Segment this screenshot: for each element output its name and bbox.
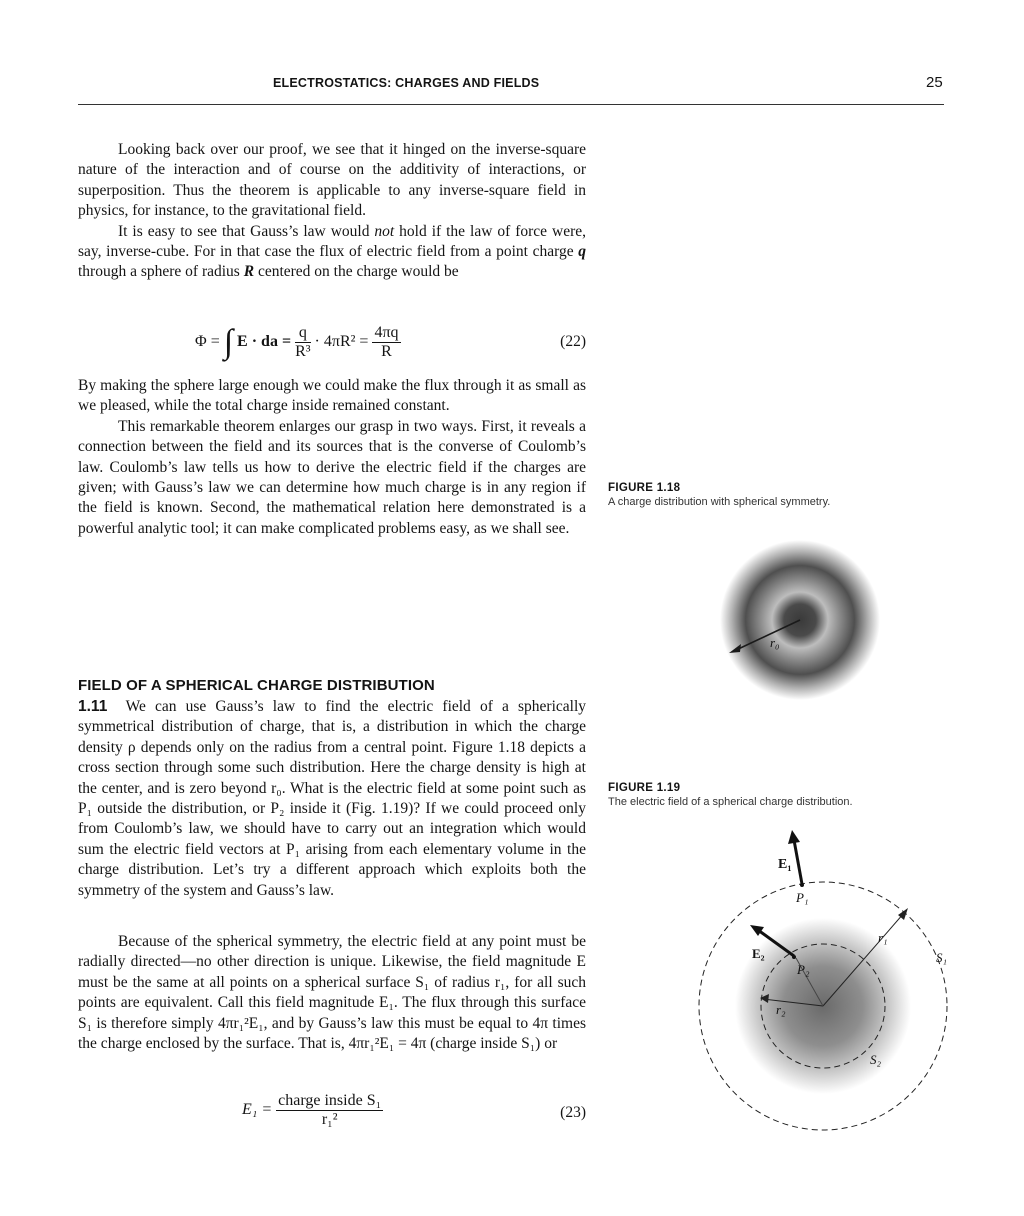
- page-number: 25: [926, 74, 943, 91]
- figure-1-18-graphic: [720, 540, 880, 700]
- equation-number-22: (22): [560, 333, 586, 350]
- E1-arrowhead: [788, 830, 800, 844]
- paragraph-superposition: Looking back over our proof, we see that it hinged on the inverse-square nature of the interaction and of course on the additivity of interactions, or superposition. Thus the theorem is applicable to any inverse-square field in physics, for instance, to the gravitational field.: [78, 141, 586, 220]
- S2-label: S₂: [870, 1052, 882, 1067]
- body-text-block-1: [78, 140, 586, 283]
- S1-label: S₁: [936, 950, 948, 965]
- P2-label: P₂: [797, 962, 810, 977]
- eq22-integrand: E · da =: [237, 333, 292, 351]
- paragraph-spherical-symmetry: Because of the spherical symmetry, the electric field at any point must be radially directed—no other direction is unique. Likewise, the field magnitude E must be the same at all points on a spherical surface S₁ of radius r₁, for all such points are equivalent. Call this field magnitude E₁. The flux through this surface S₁ is therefore simply 4πr₁²E₁, and by Gauss’s law this must be equal to 4π times the charge enclosed by the surface. That is, 4πr₁²E₁ = 4π (charge inside S₁) or: [78, 933, 586, 1053]
- eq22-middle: · 4πR² =: [314, 333, 369, 351]
- eq23-lhs: E₁ =: [242, 1101, 273, 1119]
- eq22-fraction-2: $\frac{4\pi q}{R}$: [374, 324, 399, 360]
- emphasis-not: not: [374, 222, 395, 240]
- section-heading: FIELD OF A SPHERICAL CHARGE DISTRIBUTION: [78, 677, 435, 694]
- paragraph-flux-small: By making the sphere large enough we could make the flux through it as small as we pleased, while the total charge inside remained constant.: [78, 377, 586, 415]
- figure-1-19-label: FIGURE 1.19: [608, 782, 681, 794]
- figure-1-19-graphic: [690, 828, 960, 1144]
- r2-label: r₂: [776, 1002, 786, 1017]
- P1-point: [800, 883, 804, 887]
- P2-point: [792, 955, 796, 959]
- section-number: 1.11: [78, 698, 108, 715]
- figure-1-19-text: The electric field of a spherical charge distribution.: [608, 796, 853, 808]
- paragraph-inverse-cube: It is easy to see that Gauss’s law would not hold if the law of force were, say, inverse-cube. For in that case the flux of electric field from a point charge q through a sphere of radius R centered on the charge would be: [78, 222, 586, 281]
- equation-number-23: (23): [560, 1104, 586, 1121]
- paragraph-remarkable-theorem: This remarkable theorem enlarges our grasp in two ways. First, it reveals a connection between the field and its sources that is the converse of Coulomb’s law. Coulomb’s law tells us how to derive the electric field if the charges are given; with Gauss’s law we can determine how much charge is in any region if the field is known. Second, the mathematical relation here demonstrated is a powerful analytic tool; it can make complicated problems easy, as we shall see.: [78, 417, 586, 537]
- figure-1-18-label: FIGURE 1.18: [608, 482, 681, 494]
- P1-label: P₁: [796, 890, 809, 905]
- body-text-block-3: [78, 697, 586, 901]
- eq22-fraction-1: $\frac{q}{\text{R³}}$: [295, 324, 311, 360]
- figure-1-18-text: A charge distribution with spherical symmetry.: [608, 496, 831, 508]
- figure-1-18-caption: [608, 482, 908, 508]
- running-header: [0, 76, 1024, 96]
- eq22-lhs: Φ =: [195, 333, 220, 351]
- body-text-block-2: [78, 376, 586, 539]
- equation-22: [78, 322, 586, 366]
- running-head-title: ELECTROSTATICS: CHARGES AND FIELDS: [273, 76, 540, 90]
- E1-label: E₁: [778, 857, 792, 872]
- paragraph-spherical-distribution: 1.11 We can use Gauss’s law to find the electric field of a spherically symmetrical distribution of charge, that is, a distribution in which the charge density ρ depends only on the radius from a central point. Figure 1.18 depicts a cross section through some such distribution. Here the charge density is high at the center, and is zero beyond r₀. What is the electric field at some point such as P₁ outside the distribution, or P₂ inside it (Fig. 1.19)? If we could proceed only from Coulomb’s law, we should have to carry out an integration which would sum the electric field vectors at P₁ arising from each elementary volume in the charge distribution. Let’s try a different approach which exploits both the symmetry of the system and Gauss’s law.: [78, 698, 587, 899]
- r0-label: r₀: [770, 635, 780, 650]
- E2-label: E₂: [752, 946, 765, 961]
- equation-23: [78, 1092, 586, 1136]
- header-rule: [78, 104, 944, 105]
- E1-vector: [794, 840, 802, 884]
- r1-label: r₁: [878, 930, 888, 945]
- body-text-block-4: [78, 932, 586, 1054]
- integral-sign: ∫: [223, 323, 234, 361]
- eq23-fraction: $\frac{\text{charge inside S₁}}{\text{r₁²}}$: [278, 1092, 382, 1128]
- figure-1-19-caption: [608, 782, 908, 808]
